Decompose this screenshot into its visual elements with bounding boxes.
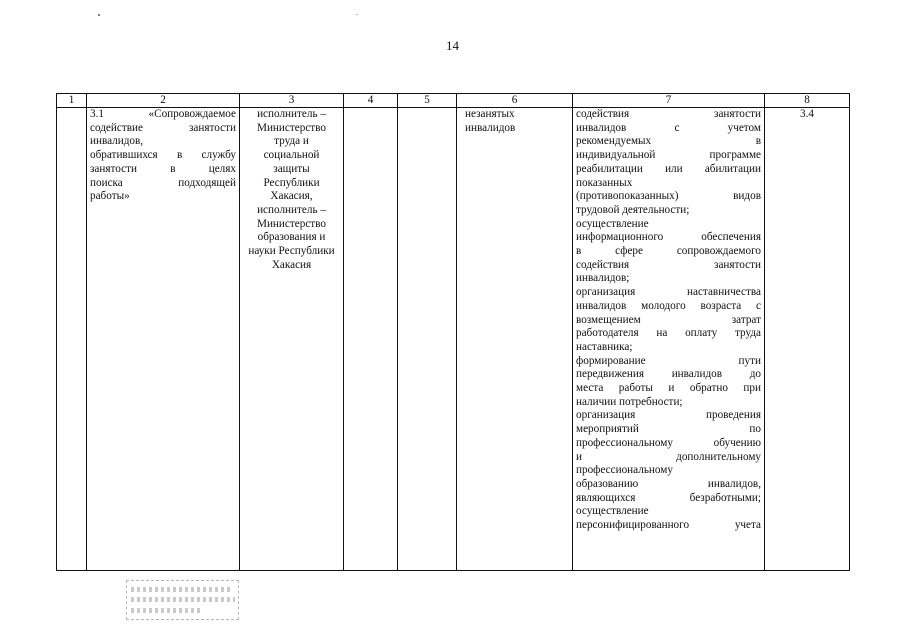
executor-line: Министерство [257,217,326,230]
event-name-line: поиска подходящей [90,176,236,189]
executor-line: исполнитель – [257,203,326,216]
description-line: инвалидов молодого возраста с [576,299,761,312]
description-line: индивидуальной программе [576,149,761,162]
cell-target-group [457,108,573,571]
cell-col-5 [398,108,457,571]
description-line: организация наставничества [576,286,761,299]
program-table [56,93,850,571]
header-col-1: 1 [57,94,87,108]
description-line: информационного обеспечения [576,231,761,244]
event-name-line: инвалидов, [90,135,144,148]
description-line: (противопоказанных) видов [576,190,761,203]
description-line: инвалидов с учетом [576,121,761,134]
header-col-5: 5 [398,94,457,108]
description-line: профессиональному [576,464,673,477]
page-number: 14 [446,38,459,53]
table-header-row [57,94,850,108]
stamp-mark [131,587,231,592]
description-line: показанных [576,176,633,189]
description-line: работодателя на оплату труда [576,327,761,340]
description-line: образованию инвалидов, [576,477,761,490]
description-line: рекомендуемых в [576,135,761,148]
header-col-7: 7 [573,94,765,108]
header-col-4: 4 [344,94,398,108]
header-col-6: 6 [457,94,573,108]
cell-event-name [87,108,240,571]
description-line: организация проведения [576,409,761,422]
description-line: места работы и обратно при [576,382,761,395]
header-col-8: 8 [765,94,850,108]
event-name-line: содействие занятости [90,121,236,134]
target-group-line: незанятых [465,108,515,120]
executor-line: науки Республики [248,245,335,258]
cell-col-4 [344,108,398,571]
description-line: являющихся безработными; [576,491,761,504]
description-line: персонифицированного учета [576,519,761,532]
cell-col-1 [57,108,87,571]
scan-speck [356,14,358,15]
description-line: формирование пути [576,354,761,367]
cell-executors [240,108,344,571]
description-line: наставника; [576,340,633,353]
description-line: содействия занятости [576,108,761,120]
cell-description [573,108,765,571]
description-line: содействия занятости [576,258,761,271]
description-line: и дополнительному [576,450,761,463]
header-col-2: 2 [87,94,240,108]
executor-line: труда и [274,135,309,148]
stamp-mark [131,608,201,613]
cell-indicator-ref: 3.4 [765,108,850,571]
executor-line: защиты [273,162,310,175]
executor-line: Хакасия, [270,190,313,203]
description-line: мероприятий по [576,423,761,436]
executor-line: образования и [257,231,326,244]
header-col-3: 3 [240,94,344,108]
executor-line: исполнитель – [257,108,326,120]
scan-speck [98,14,100,16]
target-group-line: инвалидов [465,121,516,134]
registration-stamp [126,580,239,620]
description-line: профессиональному обучению [576,436,761,449]
description-line: возмещением затрат [576,313,761,326]
description-line: в сфере сопровождаемого [576,245,761,258]
description-line: осуществление [576,217,649,230]
table-row [57,108,850,571]
executor-line: Министерство [257,121,326,134]
event-name-line: работы» [90,190,130,203]
executor-line: Республики [263,176,320,189]
description-line: наличии потребности; [576,395,683,408]
event-name-line: занятости в целях [90,162,236,175]
event-name-line: обратившихся в службу [90,149,236,162]
executor-line: Хакасия [271,258,312,271]
description-line: трудовой деятельности; [576,203,690,216]
description-line: реабилитации или абилитации [576,162,761,175]
description-line: передвижения инвалидов до [576,368,761,381]
description-line: инвалидов; [576,272,630,285]
executor-line: социальной [263,149,320,162]
description-line: осуществление [576,505,649,518]
event-name-line: 3.1 «Сопровождаемое [90,108,236,120]
stamp-mark [131,597,235,602]
